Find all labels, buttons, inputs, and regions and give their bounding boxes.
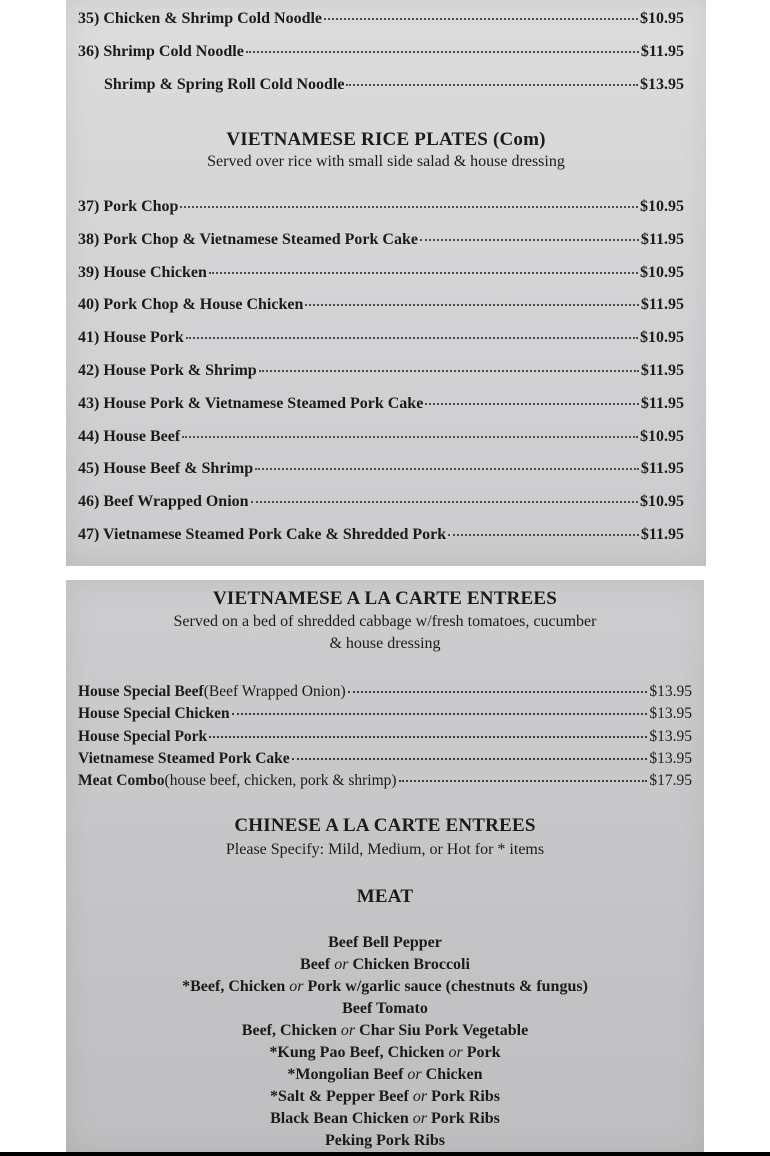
item-price: $11.95 xyxy=(640,296,684,314)
dot-leader xyxy=(448,534,639,536)
dot-leader xyxy=(232,713,648,715)
item-name: 40) Pork Chop & House Chicken xyxy=(78,296,304,314)
menu-row xyxy=(78,493,684,511)
meat-item-text: *Salt & Pepper Beef xyxy=(270,1088,413,1105)
menu-page-bottom xyxy=(66,580,704,1156)
menu-row xyxy=(78,362,684,380)
meat-item-text: Black Bean Chicken xyxy=(270,1110,413,1127)
meat-item-text: Beef Tomato xyxy=(342,1000,428,1017)
menu-row xyxy=(78,43,684,61)
section-title: VIETNAMESE RICE PLATES (Com) xyxy=(226,129,546,150)
entree-name: House Special Chicken xyxy=(78,705,230,723)
menu-row xyxy=(78,428,684,446)
or-word: or xyxy=(412,1088,428,1105)
section-title: CHINESE A LA CARTE ENTREES xyxy=(234,815,536,836)
meat-item-text: Pork Ribs xyxy=(427,1110,500,1127)
meat-item xyxy=(66,1108,704,1130)
entree-name: Meat Combo xyxy=(78,772,165,790)
item-price: $10.95 xyxy=(640,10,684,27)
dot-leader xyxy=(425,403,639,405)
entree-price: $17.95 xyxy=(649,772,692,790)
item-price: $11.95 xyxy=(640,362,684,379)
meat-item-text: Beef xyxy=(300,956,335,973)
dot-leader xyxy=(209,272,638,274)
entree-note: (house beef, chicken, pork & shrimp) xyxy=(164,772,397,790)
or-word: or xyxy=(412,1110,427,1127)
item-name: Shrimp & Spring Roll Cold Noodle xyxy=(104,76,345,93)
meat-item-text: Char Siu Pork Vegetable xyxy=(355,1022,529,1039)
item-price: $10.95 xyxy=(640,263,684,281)
meat-item-text: *Beef, Chicken xyxy=(182,978,290,995)
section-subtitle: Served over rice with small side salad & house dressing xyxy=(207,153,565,170)
item-price: $13.95 xyxy=(640,76,684,93)
meat-item xyxy=(66,932,704,954)
meat-item xyxy=(66,1130,704,1152)
entree-name: Vietnamese Steamed Pork Cake xyxy=(78,749,290,767)
item-name: 41) House Pork xyxy=(78,329,184,347)
dot-leader xyxy=(246,51,639,53)
meat-item xyxy=(66,1086,704,1108)
menu-page-top xyxy=(66,0,706,566)
bottom-border xyxy=(0,1152,770,1156)
menu-row xyxy=(78,264,684,282)
dot-leader xyxy=(180,206,638,208)
entree-row xyxy=(78,705,692,723)
item-price: $11.95 xyxy=(640,230,684,248)
meat-item xyxy=(66,976,704,998)
item-name: 39) House Chicken xyxy=(78,263,207,281)
dot-leader xyxy=(251,501,638,503)
entree-row xyxy=(78,728,692,746)
entree-price: $13.95 xyxy=(649,749,692,767)
dot-leader xyxy=(292,758,648,760)
meat-heading: MEAT xyxy=(356,886,414,907)
meat-item xyxy=(66,1042,704,1064)
section-subtitle: Please Specify: Mild, Medium, or Hot for * items xyxy=(225,841,545,858)
or-word: or xyxy=(407,1066,422,1083)
dot-leader xyxy=(255,468,639,470)
meat-item-text: Chicken Broccoli xyxy=(348,956,470,973)
item-name: 42) House Pork & Shrimp xyxy=(78,362,257,379)
item-name: 38) Pork Chop & Vietnamese Steamed Pork Cake xyxy=(78,230,418,248)
section-subtitle-2: & house dressing xyxy=(329,635,441,652)
dot-leader xyxy=(259,370,639,372)
menu-row xyxy=(78,231,684,249)
or-word: or xyxy=(448,1044,463,1061)
entree-name: House Special Pork xyxy=(78,727,208,745)
meat-item-text: Beef, Chicken xyxy=(241,1022,341,1039)
meat-item-text: Chicken xyxy=(421,1066,483,1083)
menu-row xyxy=(78,460,684,478)
item-price: $10.95 xyxy=(640,329,684,347)
entree-row xyxy=(78,772,692,790)
meat-item-text: Pork Ribs xyxy=(427,1088,500,1105)
entree-row xyxy=(78,750,692,768)
or-word: or xyxy=(289,978,304,995)
item-name: 46) Beef Wrapped Onion xyxy=(78,493,249,511)
menu-row xyxy=(104,76,684,94)
entree-row xyxy=(78,683,692,701)
item-price: $11.95 xyxy=(640,43,684,60)
meat-item-text: Pork w/garlic sauce (chestnuts & fungus) xyxy=(303,978,588,995)
item-name: 35) Chicken & Shrimp Cold Noodle xyxy=(78,10,323,27)
dot-leader xyxy=(420,239,639,241)
meat-item-text: *Mongolian Beef xyxy=(287,1066,408,1083)
section-subtitle: Served on a bed of shredded cabbage w/fresh tomatoes, cucumber xyxy=(173,613,597,630)
dot-leader xyxy=(209,736,647,738)
dot-leader xyxy=(305,304,639,306)
entree-price: $13.95 xyxy=(649,705,692,723)
meat-item xyxy=(66,1064,704,1086)
dot-leader xyxy=(346,84,638,86)
item-name: 37) Pork Chop xyxy=(78,198,179,215)
item-price: $10.95 xyxy=(640,198,684,215)
meat-item xyxy=(66,954,704,976)
item-name: 44) House Beef xyxy=(78,427,181,445)
meat-item xyxy=(66,1020,704,1042)
item-name: 36) Shrimp Cold Noodle xyxy=(78,43,244,60)
entree-name: House Special Beef xyxy=(78,683,204,700)
menu-row xyxy=(78,296,684,314)
menu-row xyxy=(78,526,684,544)
item-name: 43) House Pork & Vietnamese Steamed Pork Cake xyxy=(78,394,424,412)
item-price: $11.95 xyxy=(640,394,684,412)
meat-item-text: Beef Bell Pepper xyxy=(328,934,442,951)
section-title: VIETNAMESE A LA CARTE ENTREES xyxy=(212,588,558,609)
item-price: $10.95 xyxy=(640,493,684,511)
dot-leader xyxy=(399,780,648,782)
meat-item xyxy=(66,998,704,1020)
dot-leader xyxy=(348,691,648,693)
entree-price: $13.95 xyxy=(649,683,692,700)
item-price: $11.95 xyxy=(640,526,684,543)
meat-item-text: *Kung Pao Beef, Chicken xyxy=(269,1044,449,1061)
item-name: 45) House Beef & Shrimp xyxy=(78,460,254,478)
menu-row xyxy=(78,10,684,28)
or-word: or xyxy=(340,1022,356,1039)
dot-leader xyxy=(186,337,638,339)
item-price: $10.95 xyxy=(640,427,684,445)
entree-price: $13.95 xyxy=(649,727,692,745)
dot-leader xyxy=(324,18,638,20)
menu-row xyxy=(78,198,684,216)
meat-item-text: Pork xyxy=(462,1044,501,1061)
or-word: or xyxy=(334,956,349,973)
menu-row xyxy=(78,329,684,347)
dot-leader xyxy=(182,436,638,438)
meat-item-text: Peking Pork Ribs xyxy=(324,1132,445,1149)
entree-note: (Beef Wrapped Onion) xyxy=(203,683,346,700)
menu-row xyxy=(78,395,684,413)
item-name: 47) Vietnamese Steamed Pork Cake & Shredded Pork xyxy=(78,526,447,543)
item-price: $11.95 xyxy=(640,460,684,478)
